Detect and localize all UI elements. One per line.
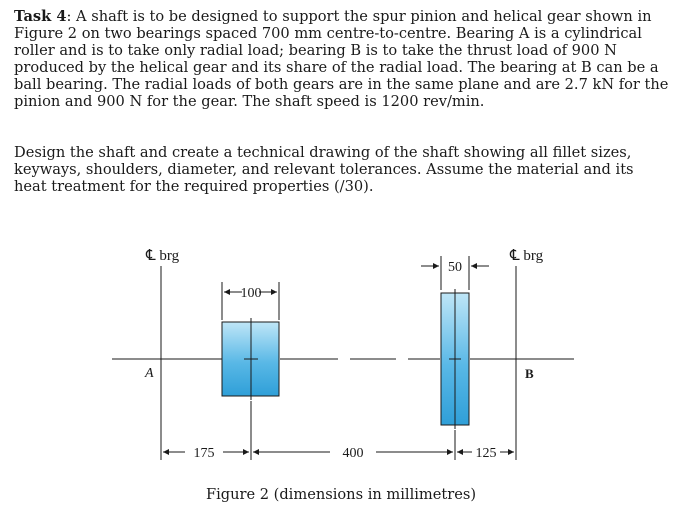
bearing-b-label: B <box>525 366 534 381</box>
task-paragraph-2: Design the shaft and create a technical drawing of the shaft showing all fillet sizes, keyways, shoulders, diameter, and relevant tolerances. Assume the material and its heat treatment for the required properties (/30). <box>14 144 634 195</box>
bearing-a-label: A <box>145 366 154 381</box>
figure-caption: Figure 2 (dimensions in millimetres) <box>205 486 477 503</box>
bearing-b-line <box>510 266 522 460</box>
task-text: : A shaft is to be designed to support the spur pinion and helical gear shown in Figure 2 on two bearings spaced 700 mm centre-to-centre. Bearing A is a cylindrical roller and is to take only radial load; bearing B is to take the thrust load of 900 N produced by the helical gear and its share of the radial load. The bearing at B can be a ball bearing. The radial loads of both gears are in the same plane and are 2.7 kN for the pinion and 900 N for the gear. The shaft speed is 1200 rev/min. <box>14 8 669 110</box>
dim-a-to-pinion-label: 175 <box>193 446 215 461</box>
dim-pinion-to-gear-label: 400 <box>342 446 364 461</box>
bearing-a-line <box>155 266 167 460</box>
dim-gear-width-label: 50 <box>448 260 462 275</box>
gear-extension-lines <box>251 256 469 460</box>
helical-gear <box>441 289 469 429</box>
task-label: Task 4 <box>14 8 67 25</box>
dim-gear-to-b-label: 125 <box>475 446 497 461</box>
dim-pinion-width-label: 100 <box>240 286 262 301</box>
centerline-label-left: ℄ brg <box>146 248 180 264</box>
spur-pinion <box>222 318 279 400</box>
centerline-label-right: ℄ brg <box>510 248 544 264</box>
